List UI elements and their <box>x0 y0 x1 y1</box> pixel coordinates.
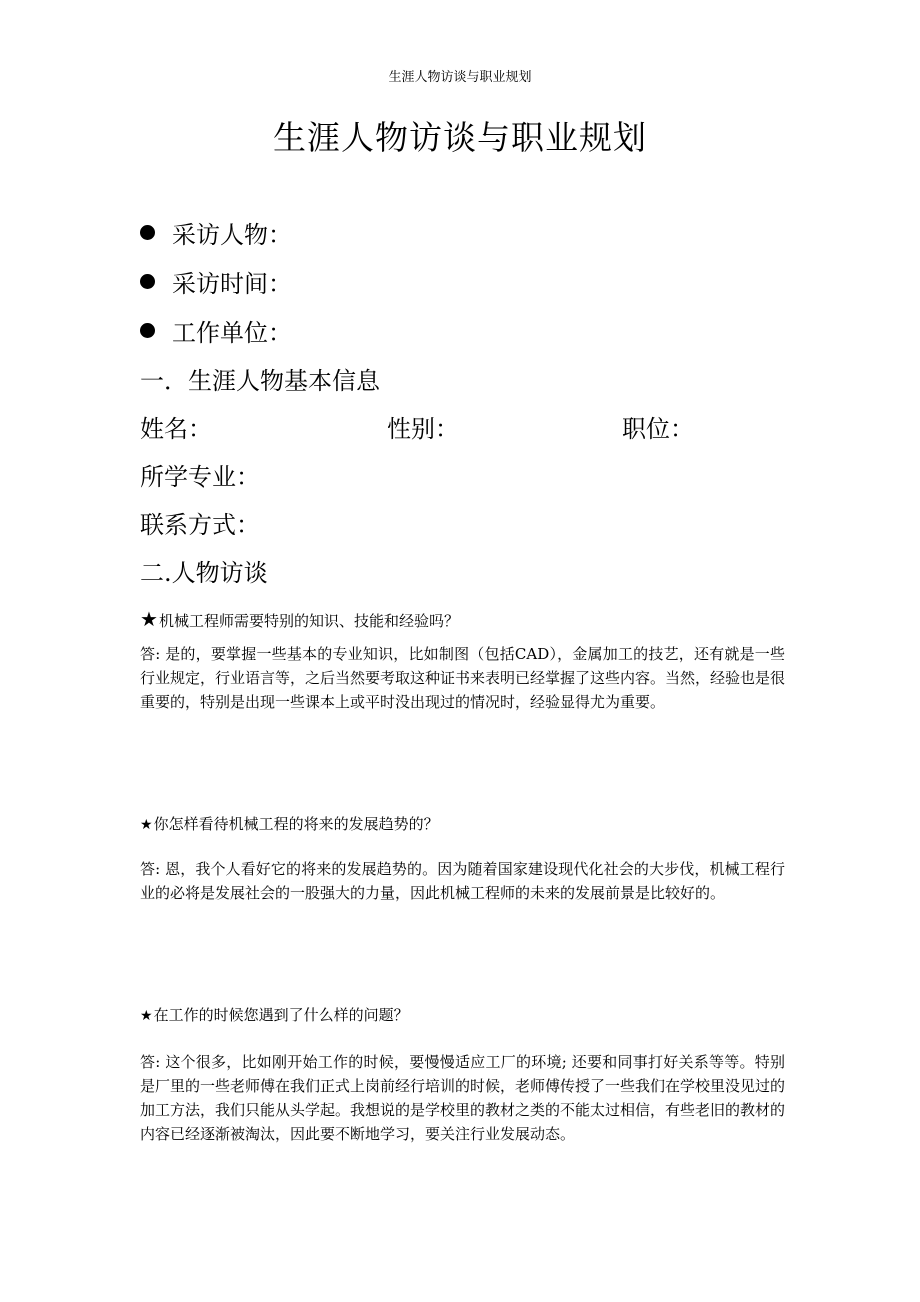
section2-heading: 二.人物访谈 <box>140 559 268 587</box>
gender-label: 性别： <box>387 415 459 443</box>
answer-1: 答: 是的，要掌握一些基本的专业知识，比如制图（包括CAD），金属加工的技艺，还有就是一些行业规定，行业语言等，之后当然要考取这种证书来表明已经掌握了这些内容。当然，经验也是很重要的，特别是出现一些课本上或平时没出现过的情况时，经验显得尤为重要。 <box>140 645 786 711</box>
major-label: 所学专业： <box>140 463 260 491</box>
star-icon: ★ <box>140 1008 153 1024</box>
bullet-icon <box>140 225 155 240</box>
info-label: 工作单位： <box>172 319 292 347</box>
star-icon: ★ <box>140 817 153 833</box>
answer-2: 答: 恩，我个人看好它的将来的发展趋势的。因为随着国家建设现代化社会的大步伐，机械工程行业的必将是发展社会的一股强大的力量，因此机械工程师的未来的发展前景是比较好的。 <box>140 860 785 902</box>
answer-3: 答: 这个很多，比如刚开始工作的时候，要慢慢适应工厂的环境; 还要和同事打好关系等等。特别是厂里的一些老师傅在我们正式上岗前经行培训的时候，老师傅传授了一些我们在学校里没见过的加工方法，我们只能从头学起。我想说的是学校里的教材之类的不能太过相信，有些老旧的教材的内容已经逐渐被淘汰，因此要不断地学习，要关注行业发展动态。 <box>140 1053 786 1143</box>
bullet-icon <box>140 323 155 338</box>
question-2 <box>140 813 439 834</box>
contact-label: 联系方式： <box>140 511 260 539</box>
info-workplace <box>140 313 292 348</box>
section1-heading: 一．生涯人物基本信息 <box>140 367 380 395</box>
question-text: 机械工程师需要特别的知识、技能和经验吗？ <box>158 612 459 630</box>
info-label: 采访人物： <box>172 221 292 249</box>
question-text: 在工作的时候您遇到了什么样的问题？ <box>153 1006 409 1024</box>
star-icon: ★ <box>140 607 158 631</box>
question-1 <box>140 607 459 631</box>
bullet-icon <box>140 274 155 289</box>
position-label: 职位： <box>622 415 694 443</box>
question-text: 你怎样看待机械工程的将来的发展趋势的？ <box>153 815 439 833</box>
question-3 <box>140 1004 409 1025</box>
running-header: 生涯人物访谈与职业规划 <box>388 70 532 85</box>
info-interview-time <box>140 264 292 299</box>
info-label: 采访时间： <box>172 270 292 298</box>
document-title: 生涯人物访谈与职业规划 <box>273 118 647 157</box>
name-label: 姓名： <box>140 415 212 443</box>
info-interviewee <box>140 215 292 250</box>
